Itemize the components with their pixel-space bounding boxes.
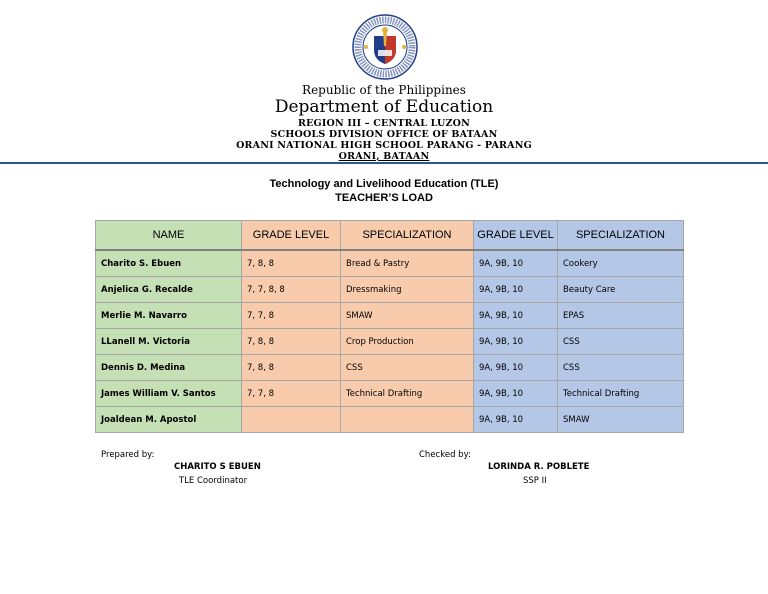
region-line: REGION III – CENTRAL LUZON: [297, 118, 470, 129]
prepared-by-label: Prepared by:: [101, 450, 155, 460]
specialization-cell: EPAS: [558, 303, 684, 329]
col-header-grade-level-1: GRADE LEVEL: [242, 221, 341, 251]
specialization-cell: Technical Drafting: [341, 381, 474, 407]
grade-level-cell: 9A, 9B, 10: [474, 277, 558, 303]
prepared-by-title: TLE Coordinator: [179, 476, 248, 486]
teacher-name: Joaldean M. Apostol: [96, 407, 242, 433]
table-header-row: [96, 221, 684, 251]
checked-by-label: Checked by:: [419, 450, 471, 460]
table-row: [96, 277, 684, 303]
grade-level-cell: 9A, 9B, 10: [474, 250, 558, 277]
teacher-name: LLanell M. Victoria: [96, 329, 242, 355]
specialization-cell: Cookery: [558, 250, 684, 277]
teacher-name: Anjelica G. Recalde: [96, 277, 242, 303]
teacher-name: Dennis D. Medina: [96, 355, 242, 381]
division-line: SCHOOLS DIVISION OFFICE OF BATAAN: [270, 129, 498, 140]
grade-level-cell: 9A, 9B, 10: [474, 381, 558, 407]
grade-level-cell: 7, 8, 8: [242, 329, 341, 355]
col-header-name: NAME: [96, 221, 242, 251]
teacher-name: Charito S. Ebuen: [96, 250, 242, 277]
checked-by-title: SSP II: [523, 476, 547, 486]
location-line: ORANI, BATAAN: [338, 151, 430, 162]
col-header-specialization-2: SPECIALIZATION: [558, 221, 684, 251]
doc-subtitle: TEACHER’S LOAD: [335, 192, 433, 204]
grade-level-cell: 7, 8, 8: [242, 250, 341, 277]
school-line: ORANI NATIONAL HIGH SCHOOL PARANG - PARANG: [236, 140, 532, 151]
specialization-cell: CSS: [558, 329, 684, 355]
table-row: [96, 407, 684, 433]
republic-line: Republic of the Philippines: [302, 83, 466, 97]
grade-level-cell: [242, 407, 341, 433]
teacher-name: Merlie M. Navarro: [96, 303, 242, 329]
specialization-cell: CSS: [558, 355, 684, 381]
table-row: [96, 355, 684, 381]
table-row: [96, 329, 684, 355]
specialization-cell: Bread & Pastry: [341, 250, 474, 277]
col-header-grade-level-2: GRADE LEVEL: [474, 221, 558, 251]
deped-seal-logo: [352, 14, 418, 80]
teacher-name: James William V. Santos: [96, 381, 242, 407]
specialization-cell: [341, 407, 474, 433]
grade-level-cell: 7, 7, 8: [242, 381, 341, 407]
header-divider: [0, 162, 768, 164]
grade-level-cell: 7, 7, 8: [242, 303, 341, 329]
table-row: [96, 250, 684, 277]
grade-level-cell: 9A, 9B, 10: [474, 303, 558, 329]
specialization-cell: CSS: [341, 355, 474, 381]
table-row: [96, 303, 684, 329]
checked-by-name: LORINDA R. POBLETE: [488, 462, 590, 472]
specialization-cell: SMAW: [558, 407, 684, 433]
grade-level-cell: 9A, 9B, 10: [474, 355, 558, 381]
specialization-cell: Beauty Care: [558, 277, 684, 303]
specialization-cell: Crop Production: [341, 329, 474, 355]
grade-level-cell: 9A, 9B, 10: [474, 407, 558, 433]
department-title: Department of Education: [274, 97, 494, 117]
specialization-cell: Dressmaking: [341, 277, 474, 303]
prepared-by-name: CHARITO S EBUEN: [174, 462, 261, 472]
table-row: [96, 381, 684, 407]
col-header-specialization-1: SPECIALIZATION: [341, 221, 474, 251]
specialization-cell: SMAW: [341, 303, 474, 329]
doc-title: Technology and Livelihood Education (TLE): [269, 178, 499, 190]
grade-level-cell: 9A, 9B, 10: [474, 329, 558, 355]
grade-level-cell: 7, 8, 8: [242, 355, 341, 381]
specialization-cell: Technical Drafting: [558, 381, 684, 407]
teachers-load-table: [95, 220, 684, 433]
grade-level-cell: 7, 7, 8, 8: [242, 277, 341, 303]
